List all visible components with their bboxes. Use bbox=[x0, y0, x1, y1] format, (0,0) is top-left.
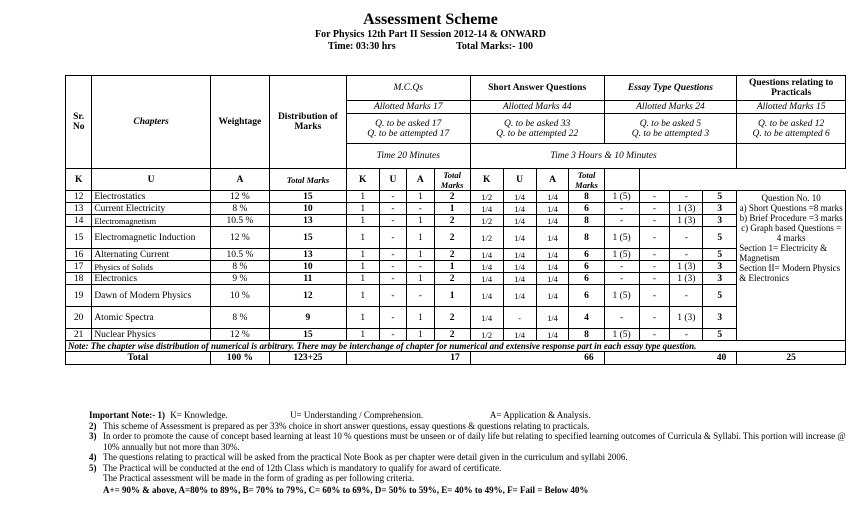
cell-st: 6 bbox=[569, 203, 604, 215]
cell-ea: 1 (3) bbox=[670, 261, 703, 273]
cell-sa: 1/4 bbox=[536, 329, 569, 341]
cell-mu: - bbox=[379, 227, 406, 249]
short-header: Short Answer Questions bbox=[470, 76, 604, 101]
cell-weight: 8 % bbox=[210, 307, 269, 329]
cell-sa: 1/4 bbox=[536, 203, 569, 215]
cell-weight: 12 % bbox=[210, 227, 269, 249]
col-distribution-header: Distribution of Marks bbox=[270, 76, 347, 169]
cell-su: 1/4 bbox=[503, 227, 536, 249]
note-item bbox=[89, 431, 849, 452]
practical-allotted: Allotted Marks 15 bbox=[737, 101, 846, 114]
cell-sa: 1/4 bbox=[536, 191, 569, 203]
cell-ma: - bbox=[407, 285, 434, 307]
cell-ek: - bbox=[604, 261, 639, 273]
cell-st: 8 bbox=[569, 227, 604, 249]
assessment-table bbox=[65, 75, 846, 365]
cell-dist: 10 bbox=[270, 261, 347, 273]
cell-mt: 1 bbox=[434, 261, 470, 273]
cell-ek: 1 (5) bbox=[604, 285, 639, 307]
cell-mt: 2 bbox=[434, 249, 470, 261]
cell-sk: 1/4 bbox=[470, 285, 503, 307]
mcq-questions bbox=[346, 114, 470, 144]
cell-weight: 9 % bbox=[210, 273, 269, 285]
time-marks-line bbox=[0, 41, 861, 53]
cell-dist: 9 bbox=[270, 307, 347, 329]
col-weightage-header: Weightage bbox=[210, 76, 269, 169]
cell-sk: 1/2 bbox=[470, 191, 503, 203]
short-allotted: Allotted Marks 44 bbox=[470, 101, 604, 114]
cell-dist: 12 bbox=[270, 285, 347, 307]
cell-chapter: Electromagnetism bbox=[92, 215, 210, 227]
cell-eu: - bbox=[639, 285, 670, 307]
important-note-label: Important Note:- 1) bbox=[89, 410, 165, 420]
cell-weight: 12 % bbox=[210, 329, 269, 341]
col-chapters-header: Chapters bbox=[92, 76, 210, 169]
cell-eu: - bbox=[639, 307, 670, 329]
essay-subheader-u: U bbox=[503, 169, 536, 191]
cell-dist: 13 bbox=[270, 249, 347, 261]
cell-mu: - bbox=[379, 203, 406, 215]
important-note-line bbox=[89, 410, 849, 421]
cell-chapter: Atomic Spectra bbox=[92, 307, 210, 329]
cell-mu: - bbox=[379, 215, 406, 227]
short-asked: Q. to be asked 33 bbox=[504, 118, 571, 129]
cell-sk: 1/4 bbox=[470, 203, 503, 215]
cell-chapter: Electronics bbox=[92, 273, 210, 285]
notes-section bbox=[89, 410, 849, 495]
cell-mk: 1 bbox=[346, 191, 379, 203]
cell-mk: 1 bbox=[346, 329, 379, 341]
cell-ma: 1 bbox=[407, 249, 434, 261]
cell-weight: 12 % bbox=[210, 191, 269, 203]
long-time: Time 3 Hours & 10 Minutes bbox=[470, 144, 737, 169]
cell-ea: 1 (3) bbox=[670, 203, 703, 215]
essay-allotted: Allotted Marks 24 bbox=[604, 101, 737, 114]
practical-question-no: Question No. 10 bbox=[761, 193, 821, 203]
mcq-attempted: Q. to be attempted 17 bbox=[367, 128, 450, 139]
note-k: K= Knowledge. bbox=[170, 410, 228, 420]
mcq-asked: Q. to be asked 17 bbox=[375, 118, 442, 129]
cell-ek: - bbox=[604, 273, 639, 285]
essay-subheader-a: A bbox=[536, 169, 569, 191]
total-practical: 25 bbox=[737, 352, 846, 365]
cell-sk: 1/4 bbox=[470, 261, 503, 273]
note-item bbox=[89, 463, 849, 474]
cell-sa: 1/4 bbox=[536, 249, 569, 261]
cell-sr: 12 bbox=[66, 191, 92, 203]
table-row bbox=[66, 261, 846, 273]
cell-dist: 13 bbox=[270, 215, 347, 227]
table-row bbox=[66, 285, 846, 307]
cell-st: 8 bbox=[569, 215, 604, 227]
col-sr-header: Sr. No bbox=[66, 76, 92, 169]
mcq-subheader-k: K bbox=[66, 169, 92, 191]
cell-ma: - bbox=[407, 203, 434, 215]
cell-mu: - bbox=[379, 285, 406, 307]
cell-eu: - bbox=[639, 203, 670, 215]
cell-su: 1/4 bbox=[503, 261, 536, 273]
cell-ea: - bbox=[670, 227, 703, 249]
practical-asked: Q. to be asked 12 bbox=[758, 118, 825, 129]
note-text: The Practical will be conducted at the end of 12th Class which is mandatory to qualify for award of certificate. bbox=[103, 462, 502, 473]
practical-item: c) Graph based Questions = 4 marks bbox=[741, 223, 842, 243]
note-number: 3) bbox=[89, 431, 97, 441]
cell-su: 1/4 bbox=[503, 273, 536, 285]
header bbox=[0, 11, 861, 53]
cell-su: 1/4 bbox=[503, 203, 536, 215]
cell-su: 1/4 bbox=[503, 191, 536, 203]
cell-et: 5 bbox=[703, 329, 737, 341]
cell-chapter: Current Electricity bbox=[92, 203, 210, 215]
total-short: 66 bbox=[470, 352, 604, 365]
cell-mu: - bbox=[379, 273, 406, 285]
total-label: Total bbox=[66, 352, 211, 365]
cell-ma: 1 bbox=[407, 329, 434, 341]
cell-ea: - bbox=[670, 329, 703, 341]
section-2-label: Section II= Modern Physics & Electronics bbox=[739, 263, 841, 283]
cell-ma: 1 bbox=[407, 215, 434, 227]
total-row bbox=[66, 352, 846, 365]
essay-questions bbox=[604, 114, 737, 144]
short-questions bbox=[470, 114, 604, 144]
grading-intro: The Practical assessment will be made in the form of grading as per following criteria. bbox=[103, 473, 415, 483]
cell-su: 1/4 bbox=[503, 285, 536, 307]
cell-sk: 1/4 bbox=[470, 273, 503, 285]
cell-sk: 1/2 bbox=[470, 215, 503, 227]
cell-weight: 8 % bbox=[210, 203, 269, 215]
cell-eu: - bbox=[639, 215, 670, 227]
cell-sk: 1/4 bbox=[470, 307, 503, 329]
practical-side-info bbox=[737, 191, 846, 341]
practical-subheader-empty bbox=[604, 169, 639, 191]
cell-ek: 1 (5) bbox=[604, 227, 639, 249]
practical-attempted: Q. to be attempted 6 bbox=[752, 128, 830, 139]
cell-chapter: Alternating Current bbox=[92, 249, 210, 261]
note-number: 2) bbox=[89, 420, 97, 431]
essay-subheader-k: K bbox=[470, 169, 503, 191]
cell-mt: 1 bbox=[434, 203, 470, 215]
cell-sa: 1/4 bbox=[536, 261, 569, 273]
cell-st: 6 bbox=[569, 273, 604, 285]
essay-subheader-total-marks: Total Marks bbox=[569, 169, 604, 191]
cell-sr: 19 bbox=[66, 285, 92, 307]
cell-et: 3 bbox=[703, 273, 737, 285]
cell-mt: 2 bbox=[434, 215, 470, 227]
cell-et: 5 bbox=[703, 285, 737, 307]
cell-sr: 16 bbox=[66, 249, 92, 261]
mcq-time: Time 20 Minutes bbox=[346, 144, 470, 169]
short-attempted: Q. to be attempted 22 bbox=[496, 128, 579, 139]
cell-st: 6 bbox=[569, 261, 604, 273]
table-row bbox=[66, 191, 846, 203]
cell-ea: 1 (3) bbox=[670, 273, 703, 285]
practical-time-empty bbox=[737, 144, 846, 169]
time-label: Time: 03:30 hrs bbox=[328, 41, 396, 52]
cell-mt: 2 bbox=[434, 329, 470, 341]
total-marks-label: Total Marks:- 100 bbox=[456, 41, 533, 52]
cell-mt: 1 bbox=[434, 285, 470, 307]
cell-chapter: Electrostatics bbox=[92, 191, 210, 203]
cell-sr: 13 bbox=[66, 203, 92, 215]
cell-ea: 1 (3) bbox=[670, 307, 703, 329]
cell-chapter: Nuclear Physics bbox=[92, 329, 210, 341]
table-row bbox=[66, 329, 846, 341]
cell-mk: 1 bbox=[346, 273, 379, 285]
cell-eu: - bbox=[639, 329, 670, 341]
cell-st: 8 bbox=[569, 191, 604, 203]
cell-mt: 2 bbox=[434, 307, 470, 329]
cell-et: 5 bbox=[703, 249, 737, 261]
cell-st: 6 bbox=[569, 249, 604, 261]
cell-et: 5 bbox=[703, 191, 737, 203]
cell-ek: 1 (5) bbox=[604, 329, 639, 341]
table-row bbox=[66, 203, 846, 215]
cell-sa: 1/4 bbox=[536, 307, 569, 329]
cell-dist: 15 bbox=[270, 329, 347, 341]
cell-et: 3 bbox=[703, 203, 737, 215]
note-row bbox=[66, 341, 846, 352]
table-row bbox=[66, 273, 846, 285]
cell-chapter: Electromagnetic Induction bbox=[92, 227, 210, 249]
cell-mu: - bbox=[379, 329, 406, 341]
cell-su: - bbox=[503, 307, 536, 329]
cell-sk: 1/2 bbox=[470, 329, 503, 341]
cell-eu: - bbox=[639, 227, 670, 249]
cell-ma: - bbox=[407, 261, 434, 273]
cell-dist: 10 bbox=[270, 203, 347, 215]
mcq-subheader-total-marks: Total Marks bbox=[270, 169, 347, 191]
practical-item: b) Brief Procedure =3 marks bbox=[739, 213, 843, 223]
cell-weight: 10.5 % bbox=[210, 249, 269, 261]
cell-sa: 1/4 bbox=[536, 215, 569, 227]
cell-ea: - bbox=[670, 285, 703, 307]
cell-st: 4 bbox=[569, 307, 604, 329]
short-subheader-u: U bbox=[379, 169, 406, 191]
cell-ma: 1 bbox=[407, 191, 434, 203]
cell-et: 3 bbox=[703, 261, 737, 273]
table-row bbox=[66, 215, 846, 227]
cell-sa: 1/4 bbox=[536, 227, 569, 249]
page-title: Assessment Scheme bbox=[363, 11, 498, 28]
short-subheader-a: A bbox=[407, 169, 434, 191]
cell-et: 3 bbox=[703, 215, 737, 227]
cell-ea: - bbox=[670, 249, 703, 261]
cell-su: 1/4 bbox=[503, 249, 536, 261]
cell-sk: 1/2 bbox=[470, 227, 503, 249]
cell-mu: - bbox=[379, 191, 406, 203]
mcq-subheader-a: A bbox=[210, 169, 269, 191]
total-distribution: 123+25 bbox=[270, 352, 347, 365]
cell-su: 1/4 bbox=[503, 329, 536, 341]
mcq-subheader-u: U bbox=[92, 169, 210, 191]
cell-mt: 2 bbox=[434, 273, 470, 285]
cell-sr: 21 bbox=[66, 329, 92, 341]
cell-st: 8 bbox=[569, 329, 604, 341]
cell-sr: 20 bbox=[66, 307, 92, 329]
cell-ek: - bbox=[604, 203, 639, 215]
practical-header: Questions relating to Practicals bbox=[737, 76, 846, 101]
cell-weight: 10.5 % bbox=[210, 215, 269, 227]
section-1-label: Section 1= Electricity & Magnetism bbox=[739, 243, 828, 263]
chapter-note: Note: The chapter wise distribution of numerical is arbitrary. There may be interchange of chapter for numerical and extensive response part in each essay type question. bbox=[66, 341, 846, 352]
practical-item: a) Short Questions =8 marks bbox=[739, 203, 843, 213]
cell-et: 3 bbox=[703, 307, 737, 329]
cell-mk: 1 bbox=[346, 203, 379, 215]
total-weight: 100 % bbox=[210, 352, 269, 365]
cell-mt: 2 bbox=[434, 227, 470, 249]
cell-dist: 11 bbox=[270, 273, 347, 285]
cell-mk: 1 bbox=[346, 215, 379, 227]
cell-dist: 15 bbox=[270, 227, 347, 249]
cell-sk: 1/4 bbox=[470, 249, 503, 261]
cell-sa: 1/4 bbox=[536, 273, 569, 285]
short-subheader-total-marks: Total Marks bbox=[434, 169, 470, 191]
note-u: U= Understanding / Comprehension. bbox=[290, 410, 424, 420]
essay-attempted: Q. to be attempted 3 bbox=[631, 128, 710, 139]
cell-eu: - bbox=[639, 261, 670, 273]
cell-sr: 15 bbox=[66, 227, 92, 249]
cell-sr: 14 bbox=[66, 215, 92, 227]
grading-criteria: A+= 90% & above, A=80% to 89%, B= 70% to 79%, C= 60% to 69%, D= 50% to 59%, E= 40% to 49%, F= Fail = Below 40% bbox=[103, 484, 589, 495]
practical-questions bbox=[737, 114, 846, 144]
cell-ea: - bbox=[670, 191, 703, 203]
cell-dist: 15 bbox=[270, 191, 347, 203]
note-text: In order to promote the cause of concept based learning at least 10 % questions must be unseen or of daily life but relating to specified learning outcomes of Curricula & Syllabi. This portion will increase @ 10% annually but not more than 30%. bbox=[103, 431, 846, 452]
cell-eu: - bbox=[639, 249, 670, 261]
cell-ma: 1 bbox=[407, 307, 434, 329]
cell-mu: - bbox=[379, 307, 406, 329]
cell-chapter: Dawn of Modern Physics bbox=[92, 285, 210, 307]
cell-mk: 1 bbox=[346, 285, 379, 307]
note-a: A= Application & Analysis. bbox=[489, 410, 591, 420]
cell-st: 6 bbox=[569, 285, 604, 307]
note-item bbox=[89, 452, 849, 463]
cell-ek: - bbox=[604, 307, 639, 329]
cell-mt: 2 bbox=[434, 191, 470, 203]
total-mcq: 17 bbox=[346, 352, 470, 365]
cell-sr: 18 bbox=[66, 273, 92, 285]
note-number: 4) bbox=[89, 452, 97, 462]
cell-ma: 1 bbox=[407, 227, 434, 249]
cell-sr: 17 bbox=[66, 261, 92, 273]
total-essay: 40 bbox=[604, 352, 737, 365]
cell-mu: - bbox=[379, 249, 406, 261]
note-text: This scheme of Assessment is prepared as per 33% choice in short answer questions, essay questions & questions relating to practicals. bbox=[103, 420, 590, 431]
cell-chapter: Physics of Solids bbox=[92, 261, 210, 273]
essay-header: Essay Type Questions bbox=[604, 76, 737, 101]
table-row bbox=[66, 307, 846, 329]
essay-asked: Q. to be asked 5 bbox=[639, 118, 702, 129]
cell-ea: 1 (3) bbox=[670, 215, 703, 227]
cell-sa: 1/4 bbox=[536, 285, 569, 307]
note-text: The questions relating to practical will be asked from the practical Note Book as per chapter were detail given in the curriculum and syllabi 2006. bbox=[103, 452, 628, 462]
cell-weight: 10 % bbox=[210, 285, 269, 307]
cell-et: 5 bbox=[703, 227, 737, 249]
cell-eu: - bbox=[639, 191, 670, 203]
cell-ek: 1 (5) bbox=[604, 191, 639, 203]
cell-weight: 8 % bbox=[210, 261, 269, 273]
cell-ma: 1 bbox=[407, 273, 434, 285]
cell-ek: - bbox=[604, 215, 639, 227]
cell-mk: 1 bbox=[346, 227, 379, 249]
mcq-allotted: Allotted Marks 17 bbox=[346, 101, 470, 114]
short-subheader-k: K bbox=[346, 169, 379, 191]
cell-mk: 1 bbox=[346, 307, 379, 329]
mcq-header: M.C.Qs bbox=[346, 76, 470, 101]
note-item bbox=[89, 421, 849, 432]
practical-item-list bbox=[739, 203, 843, 243]
cell-mk: 1 bbox=[346, 249, 379, 261]
cell-ek: 1 (5) bbox=[604, 249, 639, 261]
cell-mk: 1 bbox=[346, 261, 379, 273]
cell-mu: - bbox=[379, 261, 406, 273]
table-row bbox=[66, 227, 846, 249]
cell-eu: - bbox=[639, 273, 670, 285]
session-subtitle: For Physics 12th Part II Session 2012-14 & ONWARD bbox=[315, 29, 546, 40]
note-number: 5) bbox=[89, 462, 97, 473]
cell-su: 1/4 bbox=[503, 215, 536, 227]
table-row bbox=[66, 249, 846, 261]
